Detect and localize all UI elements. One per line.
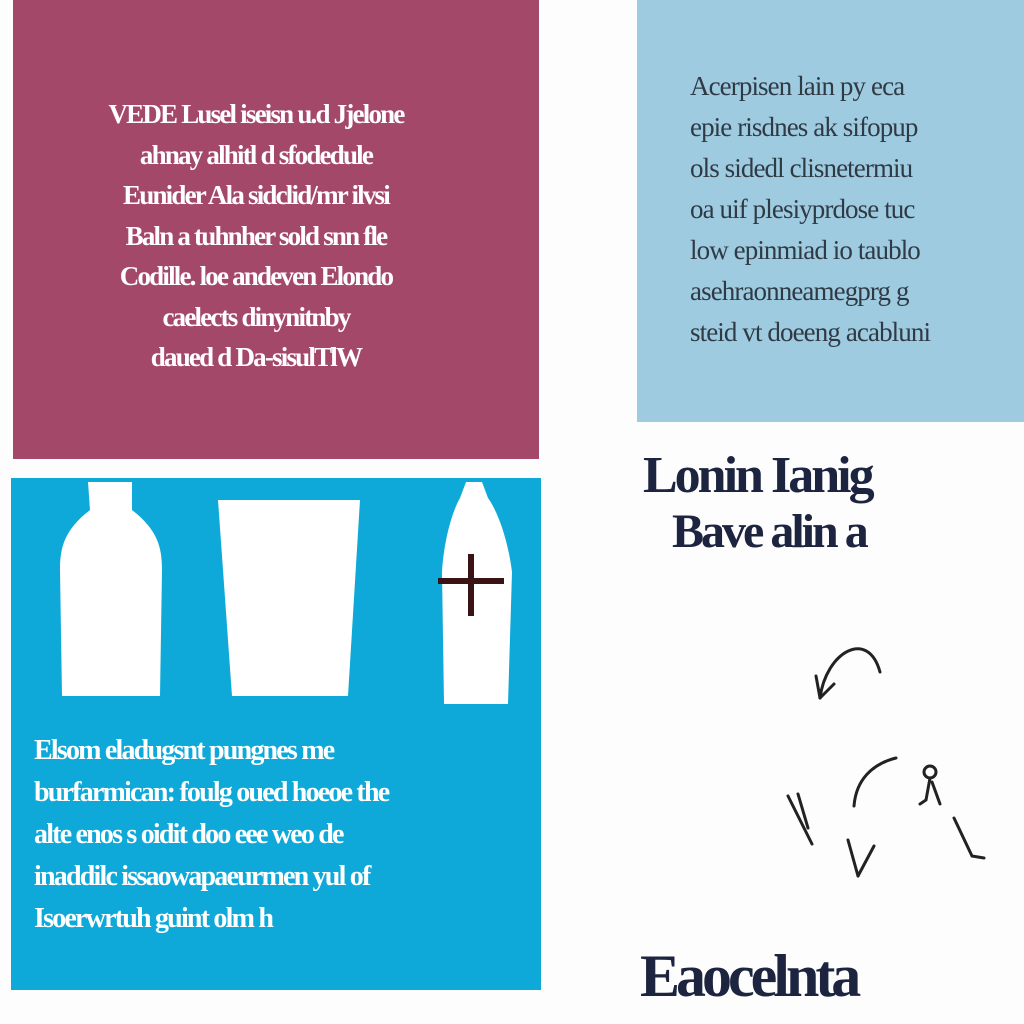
- light-blue-line: low epinmiad io taublo: [690, 235, 920, 265]
- light-blue-line: epie risdnes ak sifopup: [690, 112, 918, 142]
- blue-line: burfarmican: foulg oued hoeoe the: [34, 777, 389, 808]
- blue-line: Isoerwrtuh guint olm h: [34, 903, 273, 934]
- headline-top: Lonin Ianig: [643, 447, 872, 504]
- light-blue-line: oa uif plesiyprdose tuc: [690, 194, 915, 224]
- blue-line: Elsom eladugsnt pungnes me: [34, 735, 334, 766]
- headline-sub: Bave alin a: [672, 505, 866, 558]
- light-blue-line: Acerpisen lain py eca: [690, 71, 905, 101]
- light-blue-line: ols sidedl clisnetermiu: [690, 153, 913, 183]
- maroon-line: Eunider Ala sidclid/mr ilvsi: [123, 180, 389, 210]
- maroon-line: caelects dinynitnby: [162, 301, 350, 332]
- maroon-panel-text: [36, 94, 476, 378]
- light-blue-line: asehraonneamegprg g: [690, 276, 909, 306]
- maroon-line: daued d Da-sisulTlW: [150, 342, 362, 372]
- blue-panel-text: [34, 730, 504, 940]
- blue-line: alte enos s oidit doo eee weo de: [34, 819, 343, 850]
- light-blue-line: steid vt doeeng acabluni: [690, 317, 931, 347]
- blue-line: inaddilc issaowapaeurmen yul of: [34, 861, 370, 892]
- maroon-line: Codille. loe andeven Elondo: [119, 261, 393, 291]
- maroon-line: VEDE Lusel iseisn u.d Jjelone: [108, 99, 404, 129]
- cup-icon: [218, 500, 360, 696]
- light-blue-panel-text: [690, 66, 1024, 353]
- headline-bottom: Eaocelnta: [640, 943, 858, 1009]
- maroon-line: ahnay alhitl d sfodedule: [139, 139, 373, 170]
- maroon-line: Baln a tuhnher sold snn fle: [125, 220, 387, 251]
- recycle-arrows-icon: [788, 758, 984, 876]
- curved-arrow-icon: [816, 649, 880, 698]
